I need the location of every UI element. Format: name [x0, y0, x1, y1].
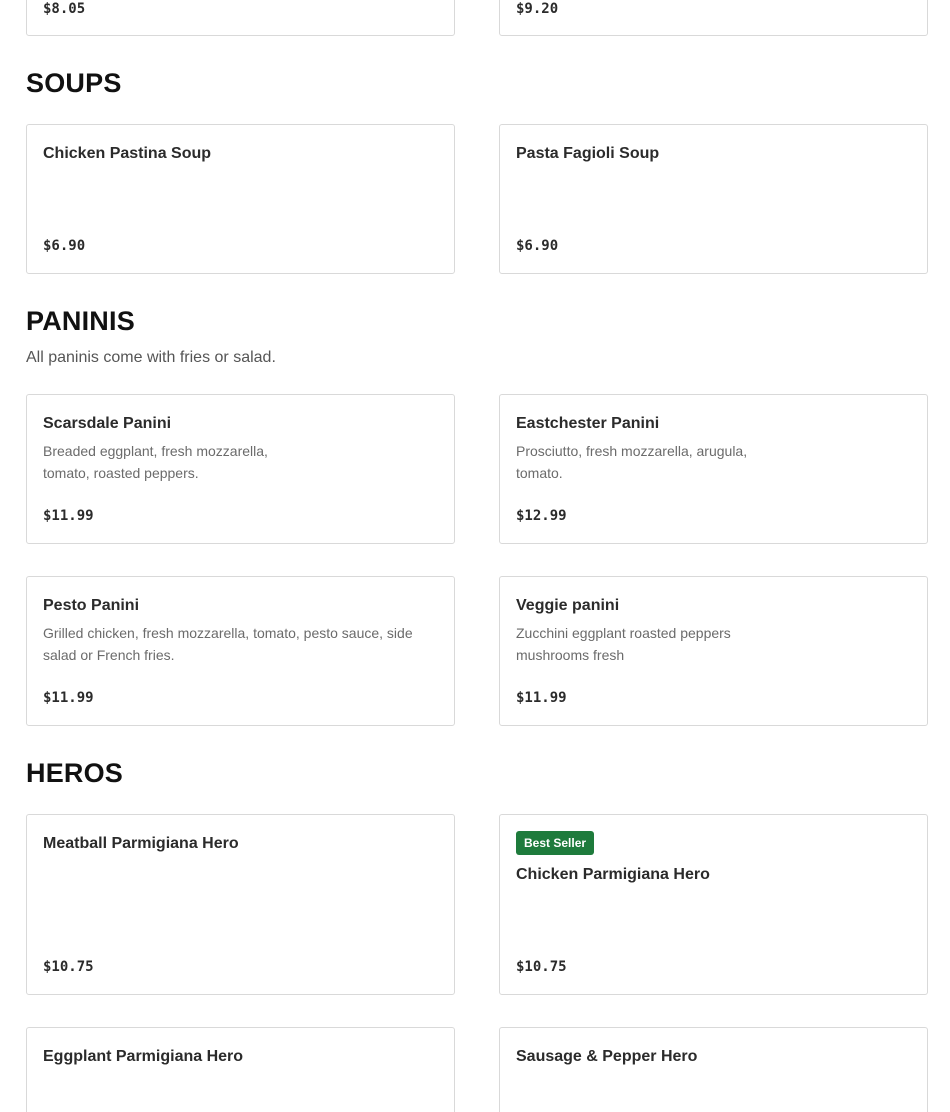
menu-item-card[interactable] — [499, 576, 928, 726]
item-name: Sausage & Pepper Hero — [516, 1048, 698, 1065]
menu-item-card[interactable] — [26, 124, 455, 274]
item-description — [516, 622, 896, 666]
item-name: Veggie panini — [516, 597, 620, 614]
item-description-line: tomato, roasted peppers. — [43, 465, 199, 481]
menu-item-card[interactable] — [26, 814, 455, 995]
item-name: Eastchester Panini — [516, 415, 660, 432]
section-title-paninis: PANINIS — [26, 306, 135, 336]
item-price: $12.99 — [516, 508, 567, 524]
item-name: Scarsdale Panini — [43, 415, 172, 432]
item-description — [43, 440, 423, 484]
item-name: Pasta Fagioli Soup — [516, 145, 660, 162]
section-title-heros: HEROS — [26, 758, 124, 788]
item-price: $10.75 — [43, 959, 94, 975]
item-description-line: tomato. — [516, 465, 563, 481]
item-description-line: salad or French fries. — [43, 647, 175, 663]
item-price: $11.99 — [516, 690, 567, 706]
item-price: $9.20 — [516, 1, 559, 17]
item-name: Meatball Parmigiana Hero — [43, 835, 239, 852]
item-name: Eggplant Parmigiana Hero — [43, 1048, 244, 1065]
item-description-line: Zucchini eggplant roasted peppers — [516, 625, 731, 641]
item-price: $6.90 — [516, 238, 559, 254]
menu-item-card[interactable] — [499, 814, 928, 995]
section-note: All paninis come with fries or salad. — [26, 349, 276, 366]
menu-item-card[interactable] — [499, 1027, 928, 1112]
section-title-soups: SOUPS — [26, 68, 122, 98]
item-name: Chicken Parmigiana Hero — [516, 866, 710, 883]
menu-item-card[interactable] — [26, 0, 455, 36]
item-price: $8.05 — [43, 1, 86, 17]
item-description — [43, 622, 438, 666]
menu-item-card[interactable] — [499, 394, 928, 544]
item-description-line: mushrooms fresh — [516, 647, 625, 663]
menu-item-card[interactable] — [499, 0, 928, 36]
item-price: $10.75 — [516, 959, 567, 975]
item-price: $11.99 — [43, 690, 94, 706]
menu-item-card[interactable] — [499, 124, 928, 274]
menu-item-card[interactable] — [26, 576, 455, 726]
item-description — [516, 440, 896, 484]
item-description-line: Grilled chicken, fresh mozzarella, tomato, pesto sauce, side — [43, 625, 413, 641]
item-description-line: Prosciutto, fresh mozzarella, arugula, — [516, 443, 748, 459]
best-seller-badge: Best Seller — [516, 831, 594, 855]
item-price: $11.99 — [43, 508, 94, 524]
item-name: Chicken Pastina Soup — [43, 145, 212, 162]
item-price: $6.90 — [43, 238, 86, 254]
item-description-line: Breaded eggplant, fresh mozzarella, — [43, 443, 268, 459]
menu-item-card[interactable] — [26, 1027, 455, 1112]
item-name: Pesto Panini — [43, 597, 140, 614]
menu-item-card[interactable] — [26, 394, 455, 544]
